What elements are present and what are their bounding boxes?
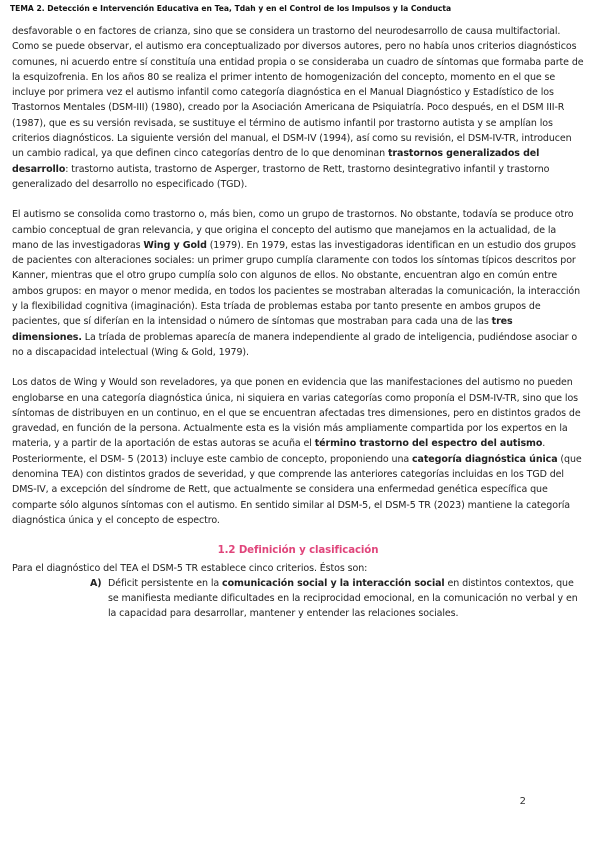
criteria-item xyxy=(12,576,584,622)
section-intro: Para el diagnóstico del TEA el DSM-5 TR establece cinco criterios. Éstos son: xyxy=(12,562,368,574)
paragraph xyxy=(12,375,584,528)
bold-text: tres dimensiones. xyxy=(12,316,513,343)
text-segment: . Posteriormente, el DSM- 5 (2013) incluye este cambio de concepto, proponiendo una xyxy=(12,438,546,465)
bold-text: término trastorno del espectro del autismo xyxy=(314,438,543,450)
text-segment: desfavorable o en factores de crianza, sino que se considera un trastorno del neurodesarrollo de causa multifactorial. Como se puede observar, el autismo era conceptualizado por diversos autores, pero no había unos criterios diagnósticos comunes, ni acuerdo entre sí constituía una entidad propia o se consideraba un cuadro de síntomas que formaba parte de la esquizofrenia. En los años 80 se realiza el primer intento de homogenización del concepto, momento en el que se incluye por primera vez el autismo infantil como categoría diagnóstica en el Manual Diagnóstico y Estadístico de los Trastornos Mentales (DSM-III) (1980), creado por la Asociación Americana de Psiquiatría. Poco después, en el DSM III-R (1987), que es su versión revisada, se sustituye el término de autismo infantil por trastorno autista y se amplían los criterios diagnósticos. La siguiente versión del manual, el DSM-IV (1994), así como su revisión, el DSM-IV-TR, introducen un cambio radical, ya que definen cinco categorías dentro de lo que denominan xyxy=(12,26,584,160)
page-header: TEMA 2. Detección e Intervención Educativa en Tea, Tdah y en el Control de los Impulsos y la Conducta xyxy=(10,4,452,13)
section-title: 1.2 Definición y clasificación xyxy=(217,545,379,557)
text-segment: La tríada de problemas aparecía de manera independiente al grado de inteligencia, pudiéndose asociar o no a discapacidad intelectual (Wing & Gold, 1979). xyxy=(12,331,578,358)
criteria-label: A) xyxy=(90,577,102,589)
bold-text: categoría diagnóstica única xyxy=(412,453,558,465)
main-content xyxy=(12,24,584,622)
paragraph xyxy=(12,24,584,192)
bold-text: comunicación social y la interacción social xyxy=(222,577,445,589)
text-segment: (que denomina TEA) con distintos grados de severidad, y que comprende las anteriores categorías incluidas en los TGD del DMS-IV, a excepción del síndrome de Rett, que actualmente se considera una enfermedad genética específica que comparte sólo algunos síntomas con el autismo. En sentido similar al DSM-5, el DSM-5 TR (2023) mantiene la categoría diagnóstica única y el concepto de espectro. xyxy=(12,453,582,526)
text-segment: (1979). En 1979, estas las investigadoras identifican en un estudio dos grupos de pacientes con alteraciones sociales: un primer grupo cumplía claramente con todos los síntomas típicos descritos por Kanner, mientras que el otro grupo cumplía solo con algunos de ellos. No obstante, encuentran algo en común entre ambos grupos: en mayor o menor medida, en todos los pacientes se mostraban alteradas la comunicación, la interacción y la flexibilidad cognitiva (imaginación). Esta tríada de problemas estaba por tanto presente en ambos grupos de pacientes, que sí diferían en la intensidad o número de síntomas que mostraban para cada una de las xyxy=(12,239,581,328)
text-segment: El autismo se consolida como trastorno o, más bien, como un grupo de trastornos. No obstante, todavía se produce otro cambio conceptual de gran relevancia, y que origina el concepto del autismo que manejamos en la actualidad, de la mano de las investigadoras xyxy=(12,209,574,251)
bold-text: trastornos generalizados del desarrollo xyxy=(12,148,540,175)
page-number: 2 xyxy=(519,796,526,807)
text-segment: Los datos de Wing y Would son reveladores, ya que ponen en evidencia que las manifestaciones del autismo no pueden englobarse en una categoría diagnóstica única, ni siquiera en varias categorías como proponía el DSM-IV-TR, sino que los síntomas de distribuyen en un continuo, en el que se encuentran afectadas tres dimensiones, pero en distintos grados de gravedad, en función de la persona. Actualmente esta es la visión más ampliamente compartida por los expertos en la materia, y a partir de la aportación de estas autoras se acuña el xyxy=(12,377,581,450)
bold-text: Wing y Gold xyxy=(143,239,207,251)
paragraph xyxy=(12,207,584,360)
text-segment: Déficit persistente en la xyxy=(108,577,223,589)
text-segment: en distintos contextos, que se manifiesta mediante dificultades en la reciprocidad emocional, en la comunicación no verbal y en la capacidad para desarrollar, mantener y entender las relaciones sociales. xyxy=(108,577,578,620)
text-segment: : trastorno autista, trastorno de Asperger, trastorno de Rett, trastorno desintegrativo infantil y trastorno generalizado del desarrollo no especificado (TGD). xyxy=(12,163,550,190)
